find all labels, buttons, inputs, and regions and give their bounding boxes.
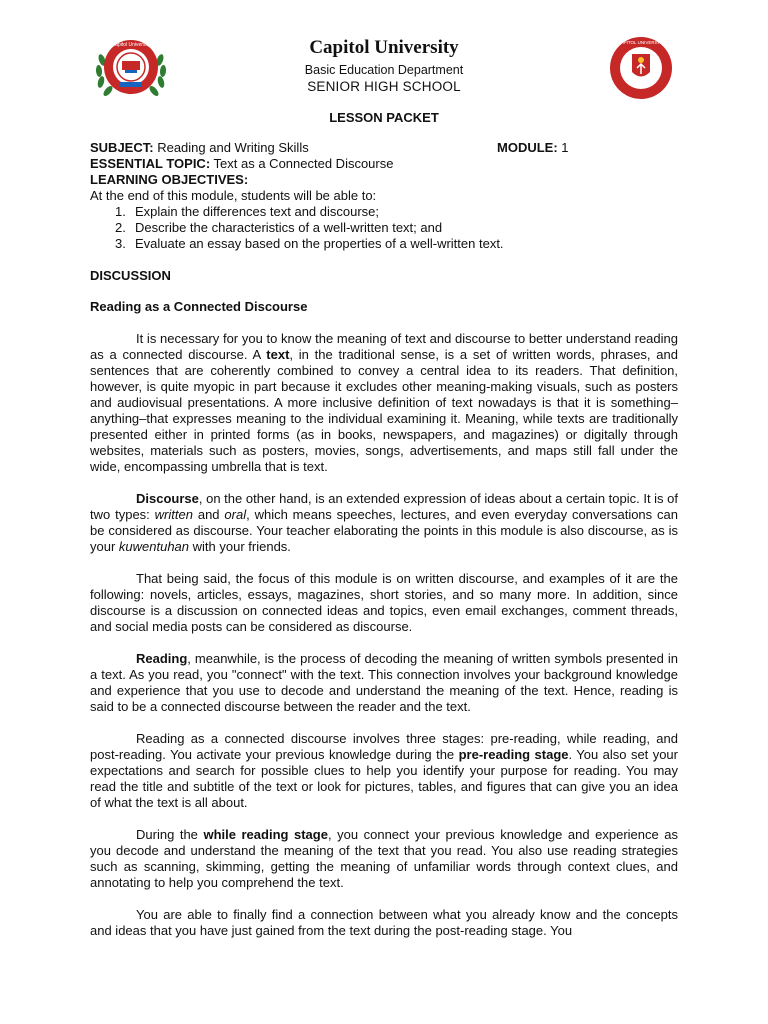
objectives-intro: At the end of this module, students will be able to: <box>90 188 377 203</box>
document-header <box>0 30 768 110</box>
paragraph-text-definition: It is necessary for you to know the meaning of text and discourse to better understand reading as a connected discourse. A text, in the traditional sense, is a set of written words, phrases, and sentences that are coherently combined to convey a central idea to its readers. That definition, however, is quite myopic in part because it excludes other meaning-making visuals, such as posters and audiovisual presentations. A more inclusive definition of text nowadays is that it is something–anything–that expresses meaning to the individual examining it. Meaning, while texts are traditionally presented either in printed forms (as in books, newspapers, and magazines) or digitally through websites, materials such as posters, movies, songs, advertisements, and maps still fall under the wide, encompassing umbrella that is text. <box>90 331 679 474</box>
topic-label: ESSENTIAL TOPIC: <box>90 156 211 171</box>
svg-text:CAPITOL UNIVERSITY: CAPITOL UNIVERSITY <box>617 40 665 45</box>
subject-row <box>90 140 678 156</box>
discussion-heading: DISCUSSION <box>90 268 171 283</box>
module-field <box>497 140 569 156</box>
subject-value: Reading and Writing Skills <box>157 140 309 155</box>
paragraph-pre-reading: Reading as a connected discourse involves three stages: pre-reading, while reading, and post-reading. You activate your previous knowledge during the pre-reading stage. You also set your expectations and search for possible clues to help you identify your purpose for reading. You may read the title and subtitle of the text or look for pictures, tables, and figures that can give you an idea of what the text is all about. <box>90 731 678 810</box>
module-value: 1 <box>561 140 569 155</box>
list-item: 2. Describe the characteristics of a well-written text; and <box>115 220 443 235</box>
lesson-content <box>90 140 678 939</box>
department-name: Basic Education Department <box>304 63 464 77</box>
university-name: Capitol University <box>309 37 459 58</box>
subject-label: SUBJECT: <box>90 140 154 155</box>
list-item: 1. Explain the differences text and discourse; <box>115 204 380 219</box>
lesson-packet-title: LESSON PACKET <box>329 110 439 125</box>
paragraph-reading-definition: Reading, meanwhile, is the process of decoding the meaning of written symbols presented in a text. As you read, you "connect" with the text. This connection involves your background knowledge and experience that you use to decode and understand the meaning of the text. Hence, reading is said to be a connected discourse between the reader and the text. <box>90 651 678 714</box>
paragraph-written-discourse: That being said, the focus of this module is on written discourse, and examples of it are the following: novels, articles, essays, magazines, short stories, and so many more. In addition, since discourse is a discussion on connected ideas and topics, even email exchanges, comment threads, and social media posts can be considered as discourse. <box>90 571 678 634</box>
school-name: SENIOR HIGH SCHOOL <box>307 79 461 94</box>
paragraph-discourse-definition: Discourse, on the other hand, is an extended expression of ideas about a certain topic. It is of two types: written and oral, which means speeches, lectures, and even everyday conversations can be considered as discourse. Your teacher elaborating the points in this module is also discourse, as is your kuwentuhan with your friends. <box>90 491 679 554</box>
list-item: 3. Evaluate an essay based on the properties of a well-written text. <box>115 236 504 251</box>
svg-text:Capitol University: Capitol University <box>111 42 151 48</box>
section-subheading: Reading as a Connected Discourse <box>90 299 308 314</box>
objectives-list <box>90 204 678 252</box>
objectives-label: LEARNING OBJECTIVES: <box>90 172 249 187</box>
paragraph-post-reading: You are able to finally find a connection between what you already know and the concepts and ideas that you have just gained from the text during the post-reading stage. You <box>90 907 678 938</box>
senior-high-school-seal-icon <box>605 34 677 104</box>
module-label: MODULE: <box>497 140 558 155</box>
topic-row <box>90 156 678 172</box>
topic-value: Text as a Connected Discourse <box>213 156 394 171</box>
paragraph-while-reading: During the while reading stage, you connect your previous knowledge and experience as you decode and understand the meaning of the text that you read. You also use reading strategies such as scanning, skimming, getting the meaning of unfamiliar words through context clues, and annotating to help you comprehend the text. <box>90 827 678 890</box>
